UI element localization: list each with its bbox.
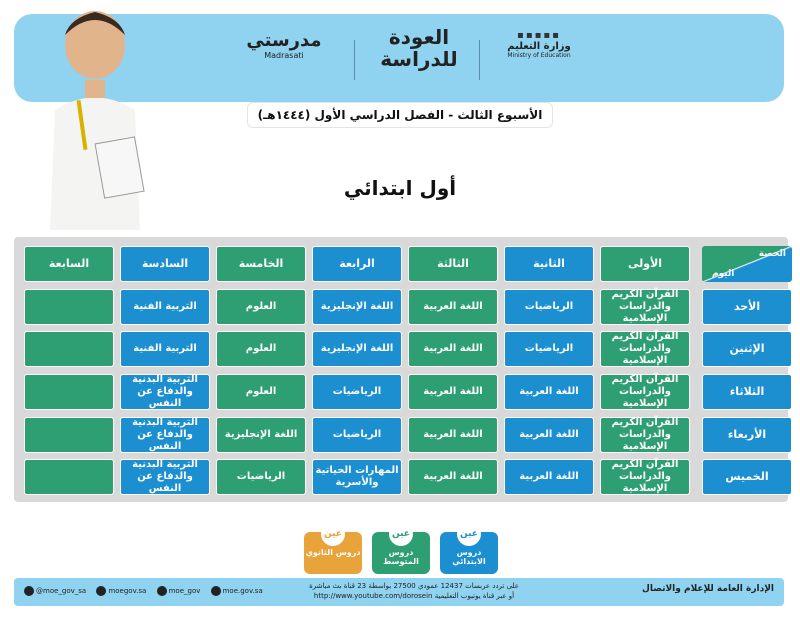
moe-dots-icon: ▪▪▪▪▪: [517, 30, 561, 41]
subject-cell: اللغة الإنجليزية: [216, 417, 306, 453]
subject-cell: اللغة الإنجليزية: [312, 289, 402, 325]
badge-label: دروس الثانوي: [305, 548, 361, 557]
subject-cell: القرآن الكريم والدراسات الإسلامية: [600, 331, 690, 367]
badge-label: دروس الابتدائي: [452, 548, 486, 566]
subject-cell: التربية البدنية والدفاع عن النفس: [120, 417, 210, 453]
subject-cell: [24, 289, 114, 325]
snapchat-icon: [157, 586, 167, 596]
badge-intermediate: [372, 529, 430, 574]
madrasati-logo: [244, 30, 324, 60]
period-header: الأولى: [600, 246, 690, 282]
subject-cell: العلوم: [216, 331, 306, 367]
ein-logo-icon: عين: [457, 522, 481, 546]
madrasati-ar: مدرستي: [246, 30, 322, 51]
badge-primary: [440, 529, 498, 574]
subject-cell: التربية الفنية: [120, 331, 210, 367]
globe-icon: [211, 586, 221, 596]
madrasati-en: Madrasati: [264, 51, 304, 60]
subject-cell: اللغة العربية: [408, 289, 498, 325]
broadcast-line1: على تردد عربسات 12437 عمودي 27500 بواسطة 23 قناة بث مباشرة: [309, 582, 519, 590]
twitter-icon: [24, 586, 34, 596]
table-corner: [702, 246, 792, 282]
subject-cell: اللغة الإنجليزية: [312, 331, 402, 367]
badge-secondary: [304, 529, 362, 574]
facebook-icon: [96, 586, 106, 596]
subject-cell: [24, 459, 114, 495]
ein-logo-icon: عين: [389, 522, 413, 546]
handle-text: moegov.sa: [108, 587, 147, 595]
subject-cell: التربية البدنية والدفاع عن النفس: [120, 374, 210, 410]
handle-text: @moe_gov_sa: [36, 587, 87, 595]
subject-cell: القرآن الكريم والدراسات الإسلامية: [600, 374, 690, 410]
divider: [479, 40, 480, 80]
awda-line2: للدراسة: [380, 47, 458, 71]
subject-cell: الرياضيات: [504, 331, 594, 367]
day-header: الأحد: [702, 289, 792, 325]
broadcast-line2[interactable]: أو عبر قناة يوتيوب التعليمية http://www.youtube.com/dorosein: [313, 592, 515, 600]
handle-text: moe.gov.sa: [222, 587, 263, 595]
subject-cell: [24, 417, 114, 453]
subject-cell: الرياضيات: [216, 459, 306, 495]
back-to-school-logo: [374, 26, 464, 70]
corner-period-label: الحصة: [758, 249, 786, 259]
day-header: الإثنين: [702, 331, 792, 367]
subject-cell: القرآن الكريم والدراسات الإسلامية: [600, 417, 690, 453]
period-header: السادسة: [120, 246, 210, 282]
grade-heading: أول ابتدائي: [343, 176, 457, 200]
ein-logo-icon: عين: [321, 522, 345, 546]
subject-cell: التربية الفنية: [120, 289, 210, 325]
subject-cell: المهارات الحياتية والأسرية: [312, 459, 402, 495]
moe-ar: وزارة التعليم: [507, 41, 571, 52]
subject-cell: القرآن الكريم والدراسات الإسلامية: [600, 459, 690, 495]
twitter-handle[interactable]: [24, 587, 86, 595]
subject-cell: اللغة العربية: [408, 417, 498, 453]
subject-cell: القرآن الكريم والدراسات الإسلامية: [600, 289, 690, 325]
subject-cell: الرياضيات: [312, 374, 402, 410]
subject-cell: اللغة العربية: [408, 331, 498, 367]
subject-cell: اللغة العربية: [504, 417, 594, 453]
divider: [354, 40, 355, 80]
day-header: الثلاثاء: [702, 374, 792, 410]
page-title: الأسبوع الثالث - الفصل الدراسي الأول (١٤٤٤هـ): [247, 102, 553, 128]
period-header: الثانية: [504, 246, 594, 282]
subject-cell: اللغة العربية: [408, 374, 498, 410]
moe-en: Ministry of Education: [507, 52, 571, 59]
broadcast-note: [304, 581, 524, 601]
subject-cell: [24, 331, 114, 367]
awda-line1: العودة: [388, 25, 450, 49]
logos: [244, 24, 584, 88]
subject-cell: اللغة العربية: [504, 374, 594, 410]
period-header: الثالثة: [408, 246, 498, 282]
facebook-handle[interactable]: [96, 587, 146, 595]
corner-day-label: اليوم: [712, 269, 735, 279]
subject-cell: الرياضيات: [312, 417, 402, 453]
period-header: الخامسة: [216, 246, 306, 282]
media-seal: الإدارة العامة للإعلام والاتصال: [642, 584, 774, 594]
subject-cell: العلوم: [216, 289, 306, 325]
student-boy-image: [40, 0, 150, 230]
day-header: الأربعاء: [702, 417, 792, 453]
handle-text: moe_gov: [168, 587, 201, 595]
subject-cell: [24, 374, 114, 410]
website-handle[interactable]: [211, 587, 263, 595]
subject-cell: العلوم: [216, 374, 306, 410]
channel-badges: [300, 528, 500, 578]
day-header: الخميس: [702, 459, 792, 495]
period-header: السابعة: [24, 246, 114, 282]
footer: [14, 578, 784, 606]
subject-cell: اللغة العربية: [504, 459, 594, 495]
snapchat-handle[interactable]: [157, 587, 201, 595]
badge-label: دروس المتوسط: [383, 548, 419, 566]
subject-cell: التربية البدنية والدفاع عن النفس: [120, 459, 210, 495]
subject-cell: اللغة العربية: [408, 459, 498, 495]
period-header: الرابعة: [312, 246, 402, 282]
moe-logo: [494, 30, 584, 59]
subject-cell: الرياضيات: [504, 289, 594, 325]
social-handles: [24, 586, 271, 596]
